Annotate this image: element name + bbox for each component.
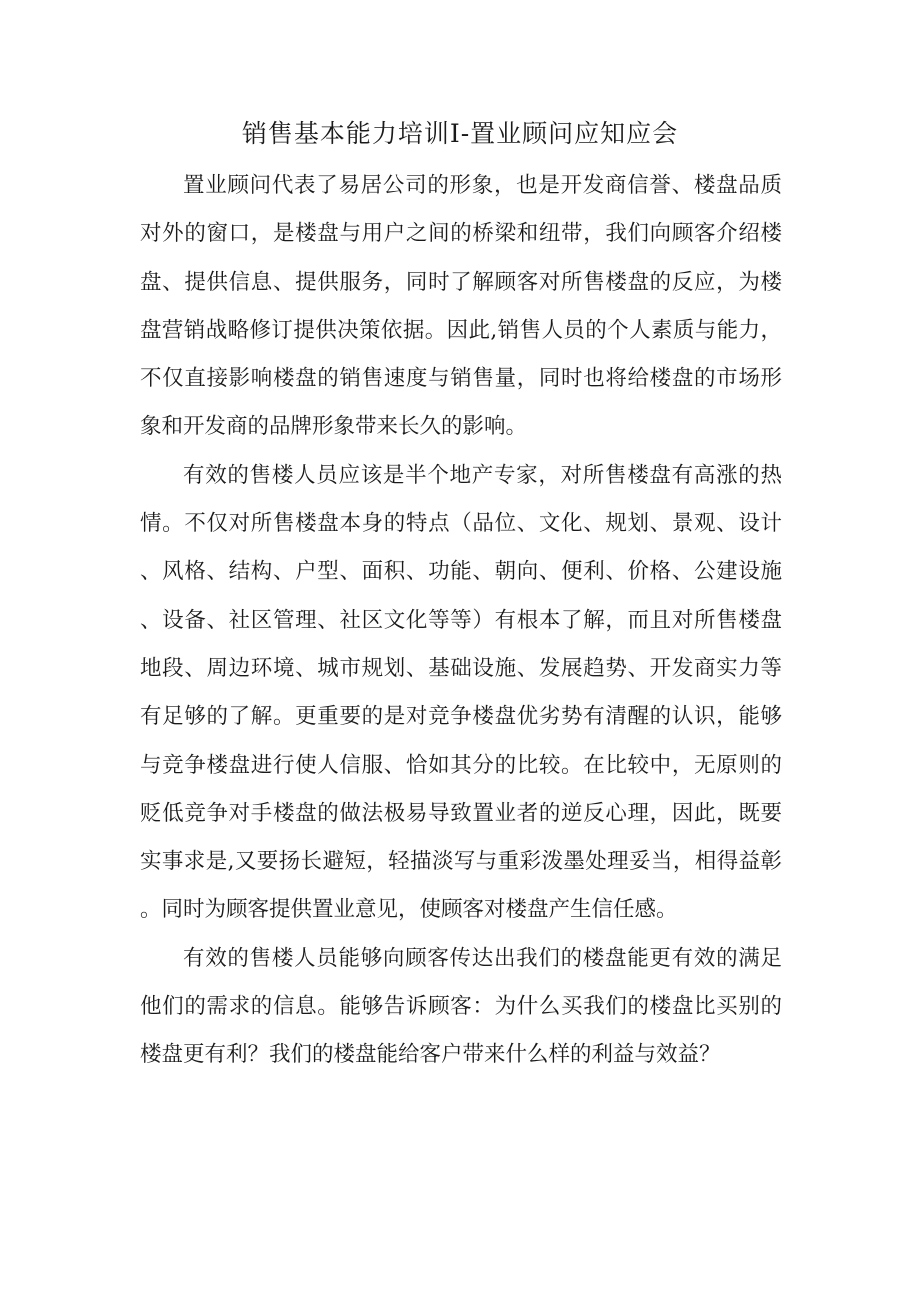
paragraph-1: 置业顾问代表了易居公司的形象，也是开发商信誉、楼盘品质对外的窗口，是楼盘与用户之间的桥梁和纽带，我们向顾客介绍楼盘、提供信息、提供服务，同时了解顾客对所售楼盘的反应，为楼盘营销战略修订提供决策依据。因此,销售人员的个人素质与能力，不仅直接影响楼盘的销售速度与销售量，同时也将给楼盘的市场形象和开发商的品牌形象带来长久的影响。 [140,173,782,440]
document-title: 销售基本能力培训Ⅰ-置业顾问应知应会 [241,119,679,148]
document-body [140,162,782,1080]
paragraph-3: 有效的售楼人员能够向顾客传达出我们的楼盘能更有效的满足他们的需求的信息。能够告诉顾客：为什么买我们的楼盘比买别的楼盘更有利？我们的楼盘能给客户带来什么样的利益与效益？ [140,945,782,1068]
paragraph-2: 有效的售楼人员应该是半个地产专家，对所售楼盘有高涨的热情。不仅对所售楼盘本身的特点（品位、文化、规划、景观、设计、风格、结构、户型、面积、功能、朝向、便利、价格、公建设施、设备、社区管理、社区文化等等）有根本了解，而且对所售楼盘地段、周边环境、城市规划、基础设施、发展趋势、开发商实力等有足够的了解。更重要的是对竞争楼盘优劣势有清醒的认识，能够与竞争楼盘进行使人信服、恰如其分的比较。在比较中，无原则的贬低竞争对手楼盘的做法极易导致置业者的逆反心理，因此，既要实事求是,又要扬长避短，轻描淡写与重彩泼墨处理妥当，相得益彰。同时为顾客提供置业意见，使顾客对楼盘产生信任感。 [140,462,782,923]
